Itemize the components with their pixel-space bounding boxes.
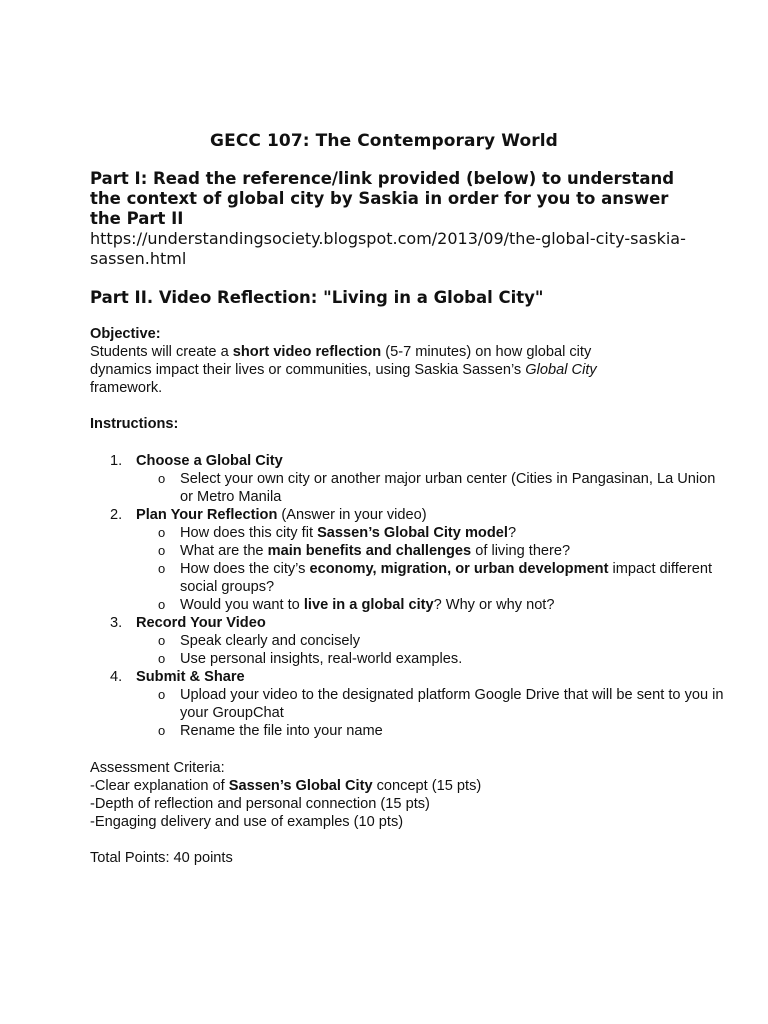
objective-italic: Global City xyxy=(525,362,597,378)
total-points: Total Points: 40 points xyxy=(90,850,233,866)
step-title: Record Your Video xyxy=(136,615,266,631)
instructions-label: Instructions: xyxy=(90,416,179,432)
step-number: 2. xyxy=(110,507,123,523)
sub-item-text: Use personal insights, real-world examples. xyxy=(180,651,463,667)
document-title: GECC 107: The Contemporary World xyxy=(210,131,558,151)
circle-bullet-icon: o xyxy=(158,687,166,702)
instruction-step xyxy=(90,452,730,470)
step-number: 4. xyxy=(110,669,123,685)
sub-item-emphasis: main benefits and challenges xyxy=(267,543,472,559)
instruction-step xyxy=(90,506,730,524)
objective-text-part: (5-7 minutes) on how global city dynamics impact their lives or communities, using Saskia Sassen’s xyxy=(90,344,592,378)
instruction-step xyxy=(90,668,730,686)
criterion-emphasis: Sassen’s Global City xyxy=(228,778,373,794)
step-number: 1. xyxy=(110,453,123,469)
sub-item-text: Speak clearly and concisely xyxy=(180,633,361,649)
criterion-item xyxy=(90,777,700,795)
sub-item xyxy=(90,650,730,668)
step-note: (Answer in your video) xyxy=(277,507,427,523)
circle-bullet-icon: o xyxy=(158,723,166,738)
reference-url: https://understandingsociety.blogspot.com/2013/09/the-global-city-saskia-sassen.html xyxy=(90,229,686,268)
sub-item-text: ? xyxy=(507,525,517,541)
step-title: Submit & Share xyxy=(136,669,245,685)
assessment-criteria xyxy=(90,759,700,831)
circle-bullet-icon: o xyxy=(158,525,166,540)
part2-heading: Part II. Video Reflection: "Living in a Global City" xyxy=(90,288,544,307)
sub-item-text: How does the city’s xyxy=(180,561,310,577)
sub-item-text: Select your own city or another major urban center (Cities in Pangasinan, La Union or Metro Manila xyxy=(180,471,716,505)
sub-item-emphasis: Sassen’s Global City model xyxy=(317,525,508,541)
step-number: 3. xyxy=(110,615,123,631)
sub-item-text: How does this city fit xyxy=(180,525,318,541)
objective-emphasis: short video reflection xyxy=(232,344,382,360)
criterion-text: concept (15 pts) xyxy=(372,778,482,794)
objective-label: Objective: xyxy=(90,326,161,342)
sub-item xyxy=(90,722,730,740)
sub-item xyxy=(90,560,730,596)
sub-item-text: What are the xyxy=(180,543,268,559)
sub-item xyxy=(90,470,730,506)
objective-text-part: Students will create a xyxy=(90,344,233,360)
part1-heading: Part I: Read the reference/link provided (below) to understand the context of global city by Saskia in order for you to answer the Part II xyxy=(90,169,675,228)
sub-item-text: Upload your video to the designated platform Google Drive that will be sent to you in your GroupChat xyxy=(180,687,724,721)
sub-item-text: Would you want to xyxy=(180,597,304,613)
sub-item-text: of living there? xyxy=(471,543,571,559)
circle-bullet-icon: o xyxy=(158,651,166,666)
criterion-item: -Engaging delivery and use of examples (10 pts) xyxy=(90,814,404,830)
objective-text xyxy=(90,343,650,397)
circle-bullet-icon: o xyxy=(158,471,166,486)
circle-bullet-icon: o xyxy=(158,561,166,576)
circle-bullet-icon: o xyxy=(158,633,166,648)
instructions-list xyxy=(90,452,730,740)
objective-text-part: framework. xyxy=(90,380,163,396)
sub-item-text: ? Why or why not? xyxy=(433,597,555,613)
sub-item xyxy=(90,596,730,614)
sub-item-text: Rename the file into your name xyxy=(180,723,383,739)
criterion-text: -Clear explanation of xyxy=(90,778,229,794)
assessment-label: Assessment Criteria: xyxy=(90,760,225,776)
sub-item-text: impact different social groups? xyxy=(180,561,713,595)
sub-item xyxy=(90,632,730,650)
circle-bullet-icon: o xyxy=(158,543,166,558)
circle-bullet-icon: o xyxy=(158,597,166,612)
instruction-step xyxy=(90,614,730,632)
sub-item xyxy=(90,524,730,542)
sub-item xyxy=(90,686,730,722)
sub-item xyxy=(90,542,730,560)
step-title: Choose a Global City xyxy=(136,453,283,469)
step-title: Plan Your Reflection xyxy=(136,507,278,523)
criterion-item: -Depth of reflection and personal connection (15 pts) xyxy=(90,796,430,812)
sub-item-emphasis: live in a global city xyxy=(303,597,434,613)
sub-item-emphasis: economy, migration, or urban development xyxy=(309,561,609,577)
